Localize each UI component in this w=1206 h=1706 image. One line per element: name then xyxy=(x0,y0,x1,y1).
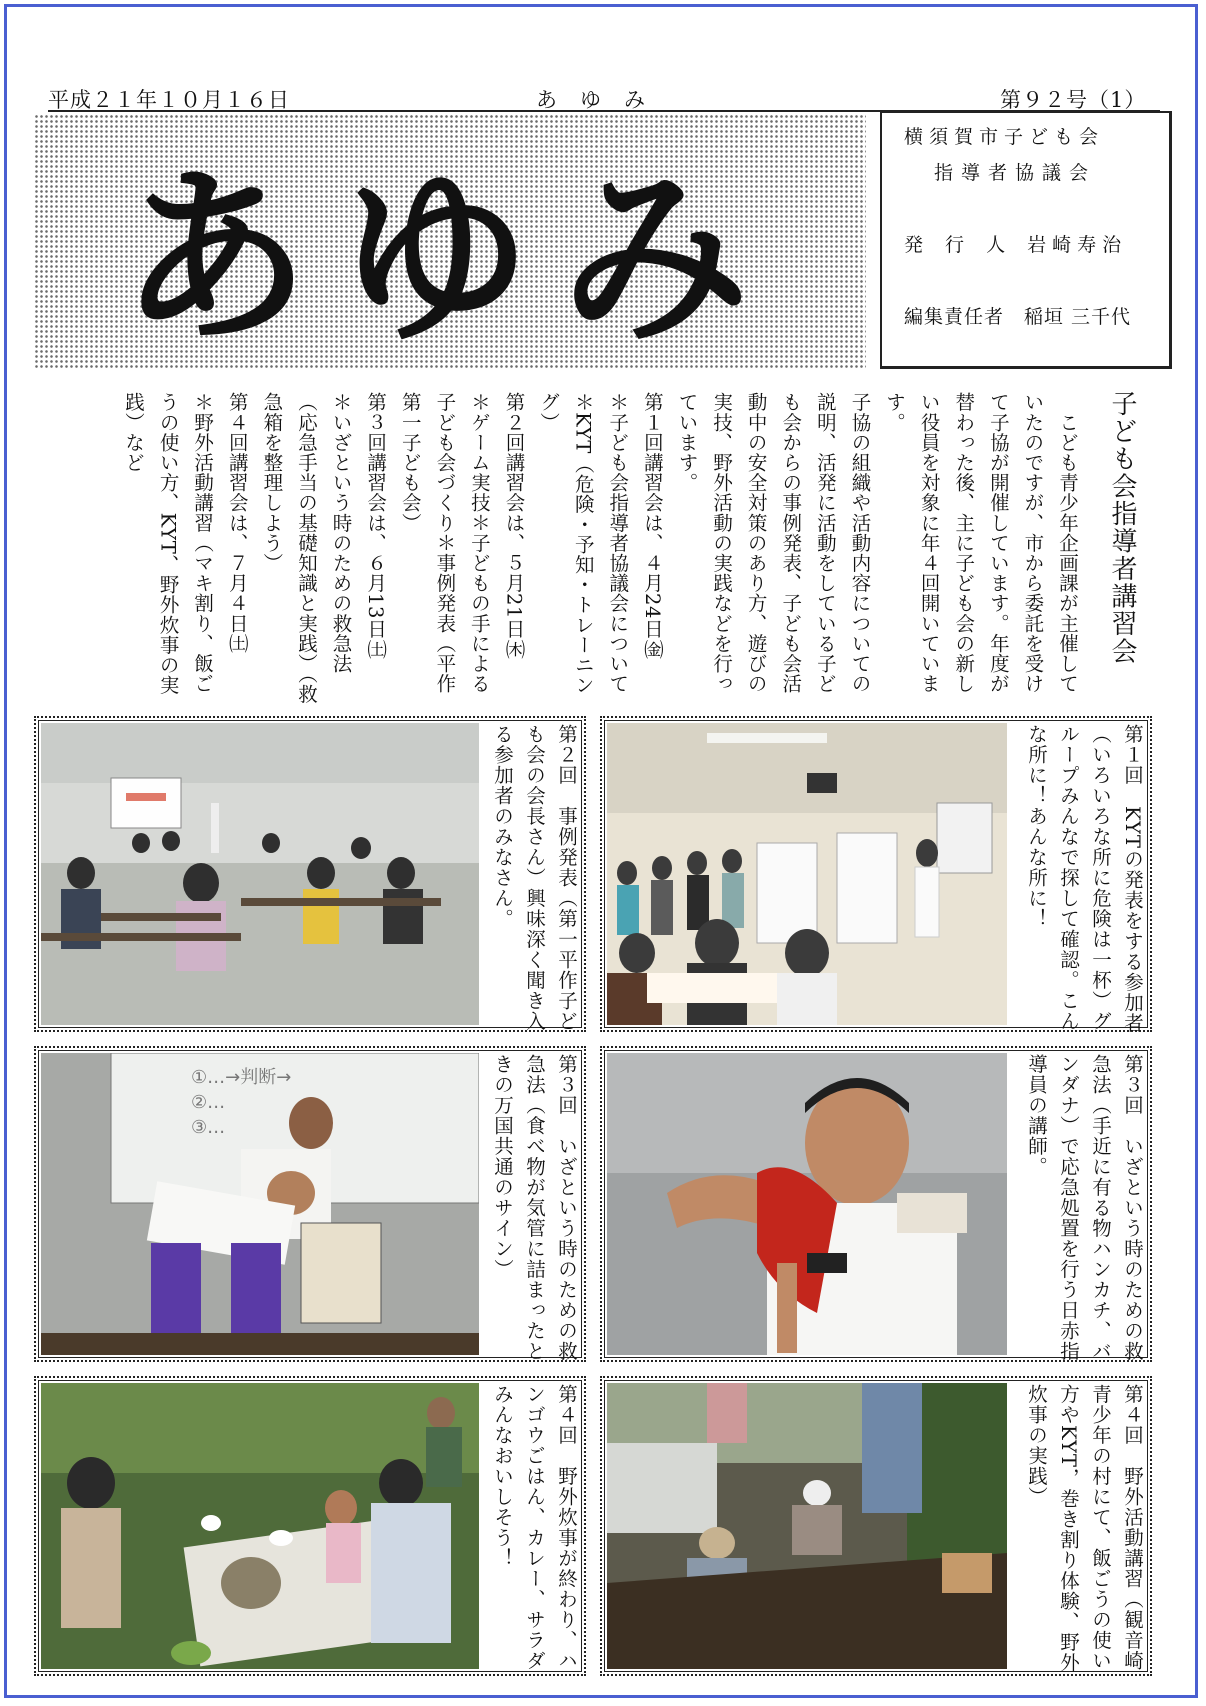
article-paragraph: ＊子ども会指導者協議会について＊KYT（危険・予知・トレーニング） xyxy=(537,392,630,696)
issue-date: 平成２１年１０月１６日 xyxy=(48,88,290,112)
photo-caption-6: 第４回 野外炊事が終わり、ハンゴウごはん、カレー、サラダみんなおいしそう！ xyxy=(491,1384,578,1671)
publisher-line: 発 行 人 岩崎寿治 xyxy=(904,234,1128,256)
photo-panel-2 xyxy=(34,716,586,1032)
newsletter-name: あ ゆ み xyxy=(536,88,646,112)
svg-text:②…: ②… xyxy=(191,1092,226,1113)
article-paragraph: ＊野外活動講習（マキ割り、飯ごうの使い方、KYT、野外炊事の実践）など xyxy=(121,392,215,696)
article-paragraph: 第３回講習会は、６月13日㈯ xyxy=(364,392,388,660)
photo-panel-4 xyxy=(34,1046,586,1362)
article-body xyxy=(44,392,1084,710)
article-paragraph: 第２回講習会は、５月21日㈭ xyxy=(502,392,526,660)
masthead-title: あゆみ xyxy=(119,145,780,369)
wood-splitting-photo xyxy=(607,1383,1007,1669)
article-paragraph: 子協の組織や活動内容についての説明、活発に活動をしている子ども会からの事例発表、子ども会活動中の安全対策のあり方、遊びの実技、野外活動の実践などを行っています。 xyxy=(675,392,872,694)
masthead-banner xyxy=(34,114,866,370)
article-paragraph: 第１回講習会は、４月24日㈮ xyxy=(640,392,664,660)
article-paragraph: ＊ゲーム実技＊子どもの手による子ども会づくり＊事例発表（平作第一子ども会） xyxy=(398,392,491,694)
article-paragraph: 第４回講習会は、７月４日㈯ xyxy=(225,392,249,654)
photo-panel-1 xyxy=(600,716,1152,1032)
publisher-box xyxy=(880,111,1172,369)
bandana-demo-photo xyxy=(607,1053,1007,1355)
photo-caption-1: 第１回 KYTの発表をする参加者（いろいろな所に危険は一杯）グループみんなで探して確認。こんな所に！あんな所に！ xyxy=(1025,724,1144,1034)
outdoor-meal-photo xyxy=(41,1383,479,1669)
org-line-1: 横須賀市子ども会 xyxy=(904,126,1105,148)
lecture-hall-photo xyxy=(41,723,479,1025)
article-paragraph: こども青少年企画課が主催していたのですが、市から委託を受けて子協が開催しています。年度が替わった後、主に子ども会の新しい役員を対象に年４回開いています。 xyxy=(883,392,1079,694)
choking-sign-photo xyxy=(41,1053,479,1355)
photo-panel-5 xyxy=(600,1376,1152,1676)
org-line-2: 指導者協議会 xyxy=(934,162,1097,184)
article-paragraph: ＊いざという時のための救急法（応急手当の基礎知識と実践）（救急箱を整理しよう） xyxy=(260,392,353,704)
photo-panel-3 xyxy=(600,1046,1152,1362)
group-presentation-photo xyxy=(607,723,1007,1025)
photo-caption-4: 第３回 いざという時のための救急法（食べ物が気管に詰まったときの万国共通のサイン） xyxy=(491,1054,578,1362)
photo-panel-6 xyxy=(34,1376,586,1676)
editor-line: 編集責任者 稲垣 三千代 xyxy=(904,306,1132,328)
svg-text:①…→判断→: ①…→判断→ xyxy=(191,1067,292,1088)
svg-text:③…: ③… xyxy=(191,1117,226,1138)
issue-number: 第９２号（1） xyxy=(1000,88,1147,112)
photo-caption-5: 第４回 野外活動講習（観音崎青少年の村にて、飯ごうの使い方やKYT，巻き割り体験、野外炊事の実践） xyxy=(1025,1384,1144,1673)
photo-caption-2: 第２回 事例発表（第一平作子ども会の会長さん）興味深く聞き入る参加者のみなさん。 xyxy=(491,724,578,1032)
article-title: 子ども会指導者講習会 xyxy=(1107,390,1137,665)
photo-caption-3: 第３回 いざという時のための救急法（手近に有る物ハンカチ、バンダナ）で応急処置を行う日赤指導員の講師。 xyxy=(1025,1054,1144,1362)
